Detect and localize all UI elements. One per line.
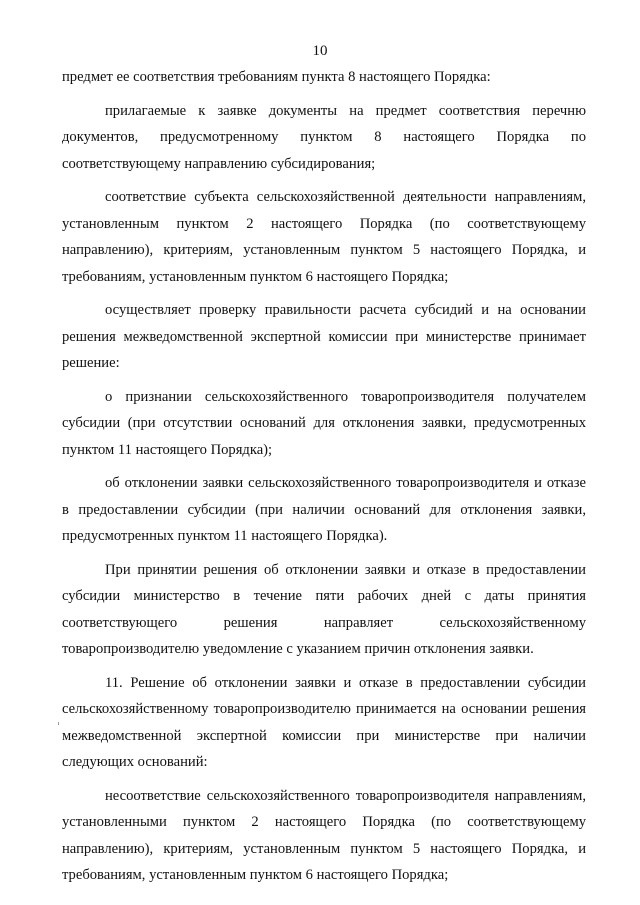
scan-margin-mark <box>58 722 59 725</box>
paragraph-calculation-check: осуществляет проверку правильности расчета субсидий и на основании решения межведомственной экспертной комиссии при министерстве принимает решение: <box>62 302 586 371</box>
page-number: 10 <box>312 43 328 59</box>
paragraph-rejection: об отклонении заявки сельскохозяйственного товаропроизводителя и отказе в предоставлении субсидии (при наличии оснований для отклонения заявки, предусмотренных пунктом 11 настоящего Порядка). <box>62 475 586 544</box>
paragraph-subject-compliance: соответствие субъекта сельскохозяйственной деятельности направлениям, установленным пунктом 2 настоящего Порядка (по соответствующему направлению), критериям, установленным пунктом 5 настоящего Порядка, и требованиям, установленным пунктом 6 настоящего Порядка; <box>62 189 586 285</box>
paragraph-intro: предмет ее соответствия требованиям пункта 8 настоящего Порядка: <box>62 69 491 85</box>
paragraph-noncompliance: несоответствие сельскохозяйственного товаропроизводителя направлениям, установленными пунктом 2 настоящего Порядка (по соответствующему направлению), критериям, установленным пунктом 5 настоящего Порядка, и требованиям, установленным пунктом 6 настоящего Порядка; <box>62 787 586 883</box>
paragraph-recognition: о признании сельскохозяйственного товаропроизводителя получателем субсидии (при отсутствии оснований для отклонения заявки, предусмотренных пунктом 11 настоящего Порядка); <box>62 388 586 458</box>
paragraph-item-11: 11. Решение об отклонении заявки и отказе в предоставлении субсидии сельскохозяйственному товаропроизводителю принимается на основании решения межведомственной экспертной комиссии при министерстве при наличии следующих оснований: <box>62 674 586 770</box>
paragraph-documents-check: прилагаемые к заявке документы на предмет соответствия перечню документов, предусмотренному пунктом 8 настоящего Порядка по соответствующему направлению субсидирования; <box>62 102 586 172</box>
paragraph-notification: При принятии решения об отклонении заявки и отказе в предоставлении субсидии министерство в течение пяти рабочих дней с даты принятия соответствующего решения направляет сельскохозяйственному товаропроизводителю уведомление с указанием причин отклонения заявки. <box>62 561 586 657</box>
document-body <box>62 64 586 889</box>
